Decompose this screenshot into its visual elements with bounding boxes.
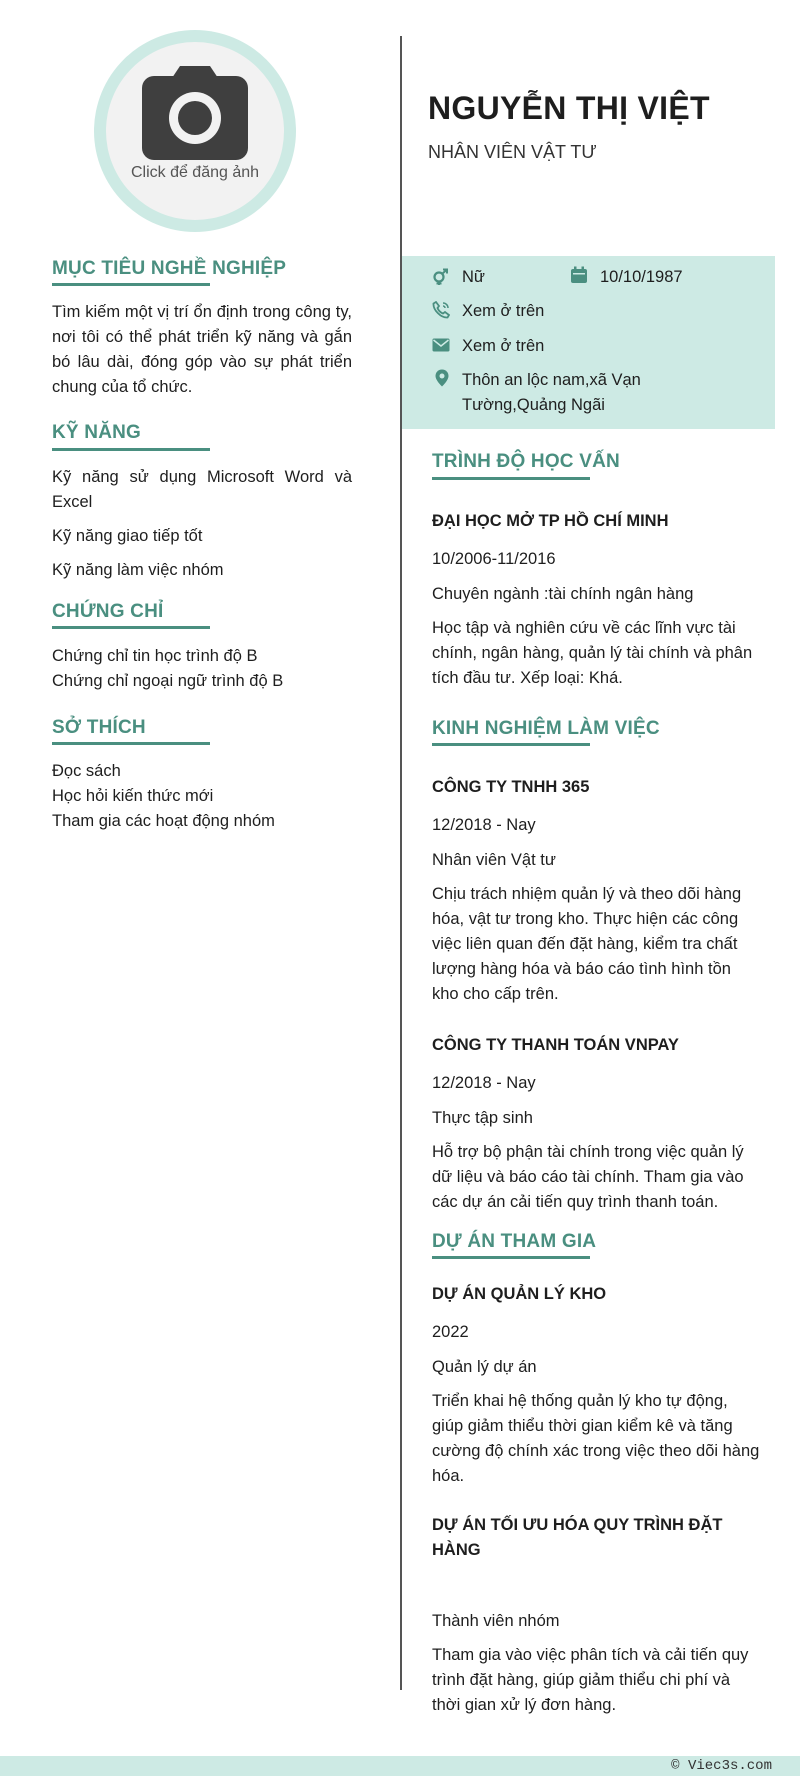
phone-icon: [432, 301, 450, 319]
calendar-icon: [570, 266, 588, 284]
projects-heading: DỰ ÁN THAM GIA: [432, 1231, 597, 1252]
avatar-upload-label[interactable]: Click để đăng ảnh: [130, 164, 260, 181]
skills-underline: [52, 448, 210, 451]
email-value: Xem ở trên: [462, 337, 545, 355]
education-period: 10/2006-11/2016: [432, 550, 556, 568]
hobbies-underline: [52, 742, 210, 745]
objective-text: Tìm kiếm một vị trí ổn định trong công ty, nơi tôi có thể phát triển kỹ năng và gắn bó lâu dài, đóng góp vào sự phát triển chung của tổ chức.: [52, 303, 352, 396]
project-role: Quản lý dự án: [432, 1358, 537, 1376]
hobbies-heading: SỞ THÍCH: [52, 717, 146, 738]
school-name: ĐẠI HỌC MỞ TP HỒ CHÍ MINH: [432, 512, 669, 530]
job-description: Hỗ trợ bộ phận tài chính trong việc quản lý dữ liệu và báo cáo tài chính. Tham gia vào các dự án cải tiến quy trình thanh toán.: [432, 1143, 744, 1211]
certificate-item: Chứng chỉ ngoại ngữ trình độ B: [52, 672, 284, 690]
projects-underline: [432, 1256, 590, 1259]
phone-value: Xem ở trên: [462, 302, 545, 320]
company-name: CÔNG TY THANH TOÁN VNPAY: [432, 1036, 679, 1054]
skills-heading: KỸ NĂNG: [52, 422, 142, 443]
job-period: 12/2018 - Nay: [432, 816, 536, 834]
hobby-item: Học hỏi kiến thức mới: [52, 787, 214, 805]
job-role: Nhân viên Vật tư: [432, 851, 556, 869]
objective-underline: [52, 283, 210, 286]
certificates-underline: [52, 626, 210, 629]
address-line-1: Thôn an lộc nam,xã Vạn: [462, 371, 641, 389]
skill-item: Kỹ năng làm việc nhóm: [52, 561, 224, 579]
project-name: DỰ ÁN QUẢN LÝ KHO: [432, 1285, 607, 1303]
job-role: Thực tập sinh: [432, 1109, 533, 1127]
education-underline: [432, 477, 590, 480]
skill-item: Kỹ năng sử dụng Microsoft Word và Excel: [52, 468, 352, 511]
project-year: 2022: [432, 1323, 469, 1341]
company-name: CÔNG TY TNHH 365: [432, 778, 590, 796]
candidate-position: NHÂN VIÊN VẬT TƯ: [428, 142, 597, 162]
gender-icon: [432, 268, 450, 286]
project-description: Tham gia vào việc phân tích và cải tiến quy trình đặt hàng, giúp giảm thiểu chi phí và thời gian xử lý đơn hàng.: [432, 1646, 749, 1714]
project-description: Triển khai hệ thống quản lý kho tự động, giúp giảm thiểu thời gian kiểm kê và tăng cường độ chính xác trong việc theo dõi hàng hóa.: [432, 1392, 760, 1485]
certificates-heading: CHỨNG CHỈ: [52, 601, 164, 622]
project-role: Thành viên nhóm: [432, 1612, 560, 1630]
skill-item: Kỹ năng giao tiếp tốt: [52, 527, 203, 545]
experience-heading: KINH NGHIỆM LÀM VIỆC: [432, 718, 660, 739]
address-line-2: Tường,Quảng Ngãi: [462, 396, 605, 414]
objective-heading: MỤC TIÊU NGHỀ NGHIỆP: [52, 258, 287, 279]
education-description: Học tập và nghiên cứu về các lĩnh vực tài chính, ngân hàng, quản lý tài chính và phân tích đầu tư. Xếp loại: Khá.: [432, 619, 753, 687]
candidate-name: NGUYỄN THỊ VIỆT: [428, 90, 710, 126]
education-heading: TRÌNH ĐỘ HỌC VẤN: [432, 451, 620, 472]
hobby-item: Tham gia các hoạt động nhóm: [52, 812, 275, 830]
hobby-item: Đọc sách: [52, 762, 121, 780]
certificate-item: Chứng chỉ tin học trình độ B: [52, 647, 258, 665]
location-icon: [433, 369, 451, 387]
birthday-value: 10/10/1987: [600, 268, 683, 286]
gender-value: Nữ: [462, 268, 485, 286]
education-major: Chuyên ngành :tài chính ngân hàng: [432, 585, 694, 603]
job-description: Chịu trách nhiệm quản lý và theo dõi hàng hóa, vật tư trong kho. Thực hiện các công việc liên quan đến đặt hàng, kiểm tra chất lượng hàng hóa và báo cáo tình hình tồn kho cho cấp trên.: [432, 885, 742, 1003]
footer-watermark: © Viec3s.com: [671, 1758, 772, 1774]
job-period: 12/2018 - Nay: [432, 1074, 536, 1092]
camera-icon[interactable]: [140, 62, 250, 162]
email-icon: [432, 336, 450, 354]
project-name: DỰ ÁN TỐI ƯU HÓA QUY TRÌNH ĐẶT HÀNG: [432, 1516, 723, 1559]
experience-underline: [432, 743, 590, 746]
